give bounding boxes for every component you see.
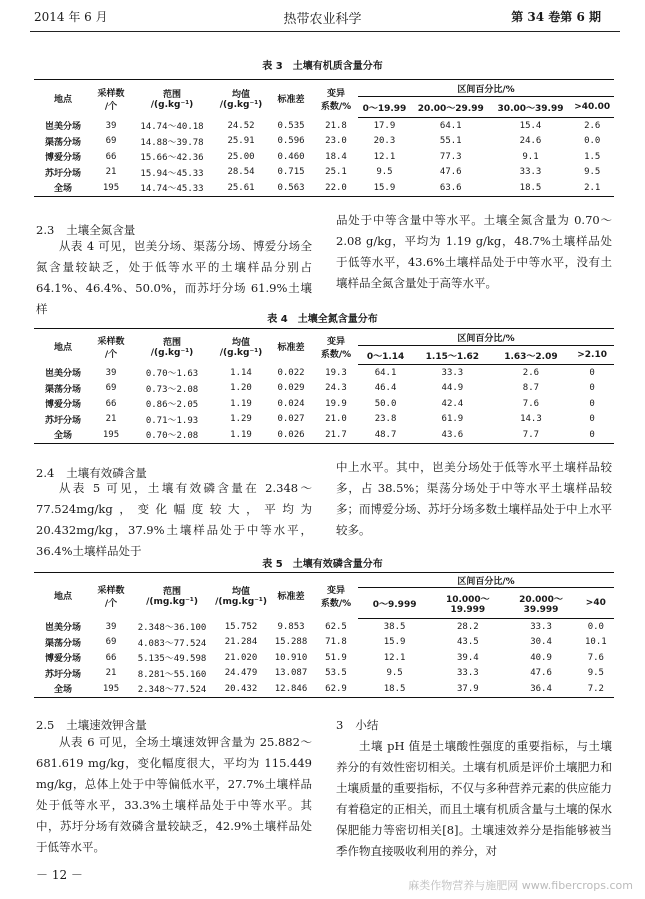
- table-cell: 1.20: [230, 383, 252, 394]
- table-cell: 15.9: [383, 637, 406, 648]
- table-cell: 9.853: [277, 621, 305, 632]
- table-cell: 1.19: [230, 398, 252, 409]
- table-cell: 9.5: [376, 167, 393, 178]
- col-site: 地点: [34, 573, 92, 619]
- bin-header: >40.00: [570, 97, 614, 118]
- table-cell: 14.3: [520, 414, 542, 425]
- table-cell: 19.9: [325, 398, 347, 409]
- table-row: [34, 427, 614, 443]
- header-journal: 热带农业科学: [283, 12, 362, 27]
- table-cell: 14.88～39.78: [140, 137, 204, 148]
- table-cell: 195: [92, 180, 130, 196]
- bin-header: 20.000～ 39.999: [504, 588, 577, 619]
- bin-header: 1.63～2.09: [492, 346, 571, 365]
- table-cell: 39: [105, 621, 117, 632]
- table-cell: 18.4: [325, 151, 347, 162]
- table-cell: 10.910: [274, 652, 308, 663]
- table-cell: 0.022: [277, 367, 305, 378]
- table-cell: 22.0: [314, 180, 358, 196]
- col-sd: 标准差: [268, 329, 314, 365]
- table-row: [34, 118, 614, 134]
- table-cell: 0.86～2.05: [145, 400, 199, 411]
- table-cell: 71.8: [325, 637, 347, 648]
- table-cell: 46.4: [374, 383, 397, 394]
- table-cell: 2.6: [584, 120, 601, 131]
- table-cell: 2.348～36.100: [137, 623, 207, 633]
- bin-header: 10.000～ 19.999: [431, 588, 504, 619]
- table-cell: 0.535: [277, 120, 305, 131]
- table-cell: 195: [92, 681, 130, 697]
- bin-header: >2.10: [570, 346, 614, 365]
- table-cell: 25.61: [214, 180, 268, 196]
- table-cell: 47.6: [439, 167, 462, 178]
- table-cell: 21: [105, 414, 117, 425]
- bin-header: 30.00～39.99: [491, 97, 571, 118]
- col-site: 地点: [34, 329, 92, 365]
- table-cell: 4.083～77.524: [137, 638, 207, 649]
- site-cell: 全场: [34, 180, 92, 196]
- table-cell: 43.5: [456, 637, 479, 648]
- table-cell: 0.70～1.63: [145, 369, 199, 379]
- header-issue: 第 34 卷第 6 期: [511, 10, 601, 24]
- table-row: [34, 396, 614, 412]
- bin-header: 0～19.99: [358, 97, 411, 118]
- table-cell: 0: [589, 414, 595, 425]
- table-row: [34, 365, 614, 381]
- table-cell: 0.029: [277, 383, 305, 394]
- col-mean: 均值 /(g.kg⁻¹): [214, 329, 268, 365]
- site-cell: 岜美分场: [44, 369, 81, 379]
- table-cell: 5.135～49.598: [137, 654, 207, 665]
- table-cell: 2.6: [522, 367, 540, 378]
- table-cell: 66: [105, 652, 117, 663]
- table-row: [34, 666, 614, 682]
- site-cell: 岜美分场: [44, 122, 81, 132]
- table-cell: 14.74～40.18: [140, 122, 204, 132]
- table-cell: 62.5: [325, 621, 347, 632]
- site-cell: 苏圩分场: [44, 415, 81, 426]
- table-cell: 9.5: [587, 668, 604, 679]
- section-2-3-right-text: 品处于中等含量中等水平。土壤全氮含量为 0.70～2.08 g/kg，平均为 1.19 g/kg，48.7%土壤样品处于低等水平，43.6%土壤样品处于中等水平，没有土壤样品全氮含量处于高等水平。: [336, 213, 612, 290]
- table-cell: 0.596: [277, 136, 305, 147]
- col-distribution: 区间百分比/%: [358, 573, 614, 588]
- table-cell: 33.3: [519, 167, 542, 178]
- table-cell: 0.0: [587, 621, 604, 632]
- table-cell: 0: [589, 383, 595, 394]
- table-cell: 1.14: [230, 367, 252, 378]
- table-cell: 37.9: [431, 681, 504, 697]
- col-sd: 标准差: [268, 573, 314, 619]
- table-row: [34, 681, 614, 697]
- table-cell: 13.087: [274, 668, 308, 679]
- table-cell: 33.3: [456, 668, 479, 679]
- table-cell: 0.460: [277, 151, 305, 162]
- table-3-caption: 表 3 土壤有机质含量分布: [262, 61, 383, 72]
- table-row: [34, 149, 614, 165]
- table-row: [34, 635, 614, 651]
- table-5: [34, 572, 614, 698]
- col-distribution: 区间百分比/%: [358, 80, 614, 97]
- table-cell: 69: [105, 637, 117, 648]
- table-cell: 12.846: [268, 681, 314, 697]
- table-cell: 0.024: [277, 398, 305, 409]
- table-cell: 66: [105, 398, 117, 409]
- table-row: [34, 412, 614, 428]
- table-cell: 15.288: [274, 637, 308, 648]
- section-2-3-heading: 2.3 土壤全氮含量: [36, 223, 136, 237]
- table-cell: 33.3: [530, 621, 552, 632]
- table-cell: 25.00: [227, 151, 255, 162]
- table-cell: 77.3: [439, 151, 462, 162]
- table-cell: 9.1: [522, 151, 539, 162]
- table-cell: 15.4: [519, 120, 542, 131]
- table-cell: 0.0: [584, 136, 601, 147]
- site-cell: 全场: [34, 681, 92, 697]
- table-cell: 9.5: [584, 167, 601, 178]
- table-5-caption: 表 5 土壤有效磷含量分布: [262, 559, 383, 570]
- bin-header: 20.00～29.99: [411, 97, 491, 118]
- table-cell: 61.9: [441, 414, 464, 425]
- table-cell: 195: [92, 427, 130, 443]
- col-sd: 标准差: [268, 80, 314, 118]
- bin-header: 0～9.999: [358, 588, 431, 619]
- table-cell: 42.4: [441, 398, 464, 409]
- table-cell: 30.4: [530, 637, 552, 648]
- table-cell: 7.2: [578, 681, 614, 697]
- site-cell: 苏圩分场: [44, 669, 81, 680]
- header-rule: [30, 31, 620, 32]
- table-cell: 23.8: [374, 414, 397, 425]
- section-2-4-right-text: 中上水平。其中，岜美分场处于低等水平土壤样品较多，占 38.5%；渠荡分场处于中等水平土壤样品较多；而博爱分场、苏圩分场多数土壤样品处于中上水平较多。: [336, 460, 612, 537]
- table-cell: 39: [105, 367, 117, 378]
- table-cell: 0.71～1.93: [145, 415, 199, 426]
- table-cell: 64.1: [439, 120, 462, 131]
- section-3-right-text: 土壤 pH 值是土壤酸性强度的重要指标，与土壤养分的有效性密切相关。土壤有机质是评价土壤肥力和土壤质量的重要指标，不仅与多种营养元素的供应能力有着稳定的正相关，而且土壤有机质含量与土壤的保水保肥能力等密切相关[8]。土壤速效养分是指能够被当季作物直接吸收利用的养分，对: [336, 739, 612, 858]
- table-cell: 21: [105, 668, 117, 679]
- site-cell: 博爱分场: [44, 654, 81, 665]
- table-cell: 0: [589, 367, 595, 378]
- site-cell: 渠荡分场: [44, 384, 81, 395]
- bin-header: >40: [578, 588, 614, 619]
- site-cell: 渠荡分场: [44, 638, 81, 649]
- table-cell: 0: [589, 398, 595, 409]
- table-cell: 20.3: [373, 136, 396, 147]
- col-mean: 均值 /(g.kg⁻¹): [214, 80, 268, 118]
- col-distribution: 区间百分比/%: [358, 329, 614, 346]
- page-number: － 12 －: [36, 868, 83, 882]
- table-cell: 0.026: [268, 427, 314, 443]
- col-cv: 变异 系数/%: [314, 573, 358, 619]
- table-cell: 55.1: [439, 136, 462, 147]
- table-cell: 43.6: [413, 427, 492, 443]
- table-cell: 7.6: [522, 398, 540, 409]
- table-cell: 53.5: [325, 668, 347, 679]
- site-cell: 苏圩分场: [44, 168, 81, 179]
- table-cell: 21.7: [314, 427, 358, 443]
- table-cell: 12.1: [383, 652, 406, 663]
- table-cell: 19.3: [325, 367, 347, 378]
- table-cell: 15.9: [358, 180, 411, 196]
- table-4: [34, 328, 614, 444]
- table-cell: 21.0: [325, 414, 347, 425]
- table-row: [34, 165, 614, 181]
- site-cell: 全场: [34, 427, 92, 443]
- table-cell: 50.0: [374, 398, 397, 409]
- table-cell: 0: [570, 427, 614, 443]
- table-cell: 1.5: [584, 151, 601, 162]
- section-3-heading: 3 小结: [336, 718, 379, 732]
- table-cell: 7.6: [587, 652, 604, 663]
- table-cell: 8.7: [522, 383, 540, 394]
- col-range: 范围 /(mg.kg⁻¹): [130, 573, 214, 619]
- col-cv: 变异 系数/%: [314, 80, 358, 118]
- table-cell: 0.715: [277, 167, 305, 178]
- table-row: [34, 650, 614, 666]
- table-cell: 66: [105, 151, 117, 162]
- table-cell: 39.4: [456, 652, 479, 663]
- col-mean: 均值 /(mg.kg⁻¹): [214, 573, 268, 619]
- table-cell: 15.94～45.33: [140, 168, 204, 179]
- table-cell: 24.52: [227, 120, 255, 131]
- section-2-4-left-text: 从表 5 可见，土壤有效磷含量在 2.348～77.524mg/kg，变化幅度较大，平均为 20.432mg/kg，37.9%土壤样品处于中等水平，36.4%土壤样品处于: [36, 481, 312, 558]
- table-cell: 24.479: [224, 668, 258, 679]
- table-cell: 47.6: [530, 668, 552, 679]
- section-2-5-heading: 2.5 土壤速效钾含量: [36, 718, 147, 732]
- table-cell: 20.432: [214, 681, 268, 697]
- table-cell: 2.1: [570, 180, 614, 196]
- table-cell: 40.9: [530, 652, 552, 663]
- table-cell: 21.8: [325, 120, 347, 131]
- table-cell: 28.54: [227, 167, 255, 178]
- table-cell: 17.9: [373, 120, 396, 131]
- table-cell: 21: [105, 167, 117, 178]
- bin-header: 0～1.14: [358, 346, 413, 365]
- section-2-3-left-text: 从表 4 可见，岜美分场、渠荡分场、博爱分场全氮含量较缺乏，处于低等水平的土壤样品分别占 64.1%、46.4%、50.0%，而苏圩分场 61.9%土壤样: [36, 239, 312, 316]
- table-row: [34, 619, 614, 635]
- table-cell: 63.6: [411, 180, 491, 196]
- site-cell: 博爱分场: [44, 400, 81, 411]
- table-cell: 36.4: [504, 681, 577, 697]
- section-2-4-heading: 2.4 土壤有效磷含量: [36, 466, 147, 480]
- bin-header: 1.15～1.62: [413, 346, 492, 365]
- table-cell: 0.73～2.08: [145, 384, 199, 395]
- table-cell: 39: [105, 120, 117, 131]
- table-3: [34, 79, 614, 197]
- col-count: 采样数 /个: [92, 573, 130, 619]
- table-cell: 0.70～2.08: [130, 427, 214, 443]
- col-range: 范围 /(g.kg⁻¹): [130, 80, 214, 118]
- header-date: 2014 年 6 月: [34, 10, 108, 24]
- table-cell: 21.284: [224, 637, 258, 648]
- table-cell: 10.1: [584, 637, 607, 648]
- table-cell: 9.5: [386, 668, 403, 679]
- table-cell: 18.5: [358, 681, 431, 697]
- table-cell: 28.2: [456, 621, 479, 632]
- col-cv: 变异 系数/%: [314, 329, 358, 365]
- table-4-caption: 表 4 土壤全氮含量分布: [267, 314, 378, 325]
- table-row: [34, 381, 614, 397]
- table-cell: 0.563: [268, 180, 314, 196]
- table-cell: 8.281～55.160: [137, 669, 207, 680]
- table-cell: 15.752: [224, 621, 258, 632]
- table-cell: 18.5: [491, 180, 571, 196]
- col-count: 采样数 /个: [92, 80, 130, 118]
- table-cell: 25.1: [325, 167, 347, 178]
- col-range: 范围 /(g.kg⁻¹): [130, 329, 214, 365]
- table-row: [34, 134, 614, 150]
- col-site: 地点: [34, 80, 92, 118]
- table-cell: 25.91: [227, 136, 255, 147]
- table-cell: 33.3: [441, 367, 464, 378]
- table-cell: 7.7: [492, 427, 571, 443]
- table-cell: 38.5: [383, 621, 406, 632]
- table-cell: 24.6: [519, 136, 542, 147]
- table-cell: 14.74～45.33: [130, 180, 214, 196]
- site-cell: 岜美分场: [44, 623, 81, 633]
- table-cell: 62.9: [314, 681, 358, 697]
- table-cell: 51.9: [325, 652, 347, 663]
- table-cell: 69: [105, 383, 117, 394]
- table-row: [34, 180, 614, 196]
- section-2-5-left-text: 从表 6 可见，全场土壤速效钾含量为 25.882～681.619 mg/kg，变化幅度很大，平均为 115.449 mg/kg，总体上处于中等偏低水平，27.7%土壤样品处于低等水平，33.3%土壤样品处于中等水平。其中，苏圩分场有效磷含量较缺乏，42.9%土壤样品处于低等水平。: [36, 735, 312, 854]
- table-cell: 64.1: [374, 367, 397, 378]
- table-cell: 1.19: [214, 427, 268, 443]
- table-cell: 15.66～42.36: [140, 153, 204, 164]
- table-cell: 44.9: [441, 383, 464, 394]
- watermark: 麻类作物营养与施肥网 www.fibercrops.com: [408, 879, 633, 892]
- table-cell: 24.3: [325, 383, 347, 394]
- col-count: 采样数 /个: [92, 329, 130, 365]
- table-cell: 2.348～77.524: [130, 681, 214, 697]
- table-cell: 21.020: [224, 652, 258, 663]
- site-cell: 博爱分场: [44, 153, 81, 164]
- table-cell: 1.29: [230, 414, 252, 425]
- table-cell: 69: [105, 136, 117, 147]
- site-cell: 渠荡分场: [44, 137, 81, 148]
- table-cell: 12.1: [373, 151, 396, 162]
- table-cell: 0.027: [277, 414, 305, 425]
- table-cell: 23.0: [325, 136, 347, 147]
- table-cell: 48.7: [358, 427, 413, 443]
